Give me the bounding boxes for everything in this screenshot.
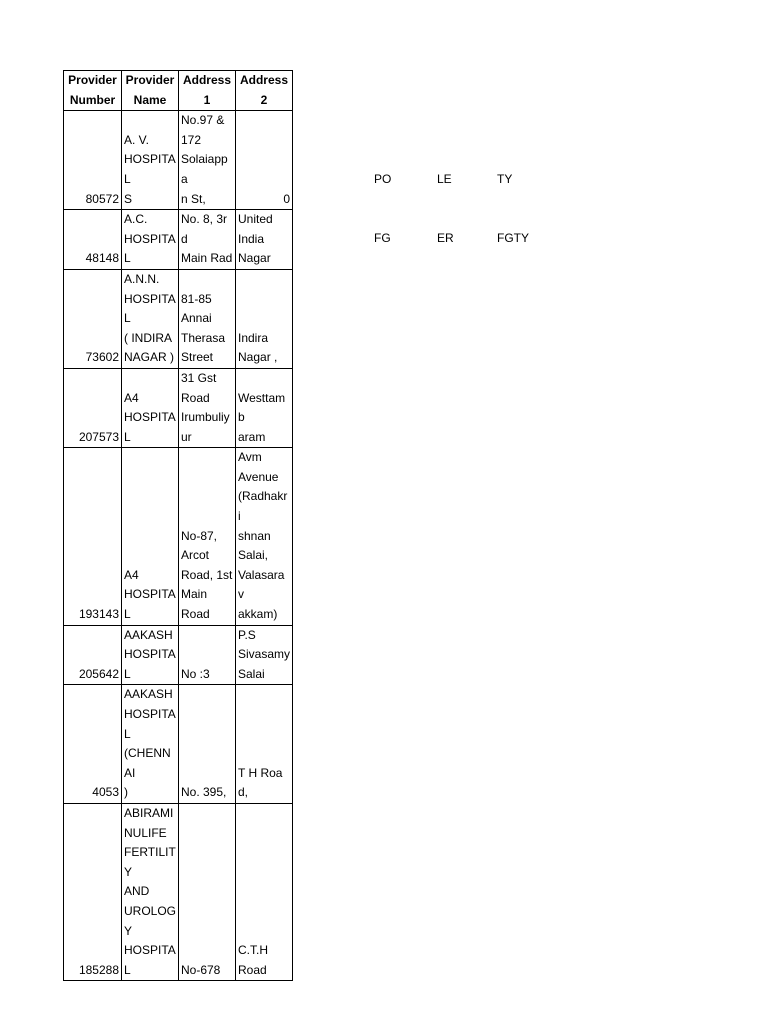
address1-cell[interactable]: 31 Gst Road Irumbuliy ur	[179, 368, 236, 447]
address1-cell[interactable]: No-678	[179, 803, 236, 980]
provider-name-cell[interactable]: A. V. HOSPITAL S	[122, 111, 179, 210]
address2-cell[interactable]: United India Nagar	[236, 210, 293, 270]
header-provider-name[interactable]: Provider Name	[122, 71, 179, 111]
address2-cell[interactable]: P.S Sivasamy Salai	[236, 625, 293, 685]
provider-number-cell[interactable]: 207573	[64, 368, 122, 447]
provider-number-cell[interactable]: 193143	[64, 448, 122, 625]
provider-number-cell[interactable]: 48148	[64, 210, 122, 270]
address1-cell[interactable]: No-87, Arcot Road, 1st Main Road	[179, 448, 236, 625]
address2-cell[interactable]: Indira Nagar ,	[236, 269, 293, 368]
table-row	[64, 111, 293, 210]
address1-cell[interactable]: No :3	[179, 625, 236, 685]
table-row	[64, 368, 293, 447]
address2-cell[interactable]: Avm Avenue (Radhakri shnan Salai, Valasarav akkam)	[236, 448, 293, 625]
header-row	[64, 71, 293, 111]
header-provider-number[interactable]: Provider Number	[64, 71, 122, 111]
provider-number-cell[interactable]: 80572	[64, 111, 122, 210]
provider-name-cell[interactable]: A4 HOSPITAL	[122, 368, 179, 447]
address1-cell[interactable]: No. 395,	[179, 685, 236, 804]
provider-number-cell[interactable]: 4053	[64, 685, 122, 804]
side-cell-fgty[interactable]: FGTY	[497, 231, 529, 245]
provider-table	[63, 70, 293, 981]
table-row	[64, 803, 293, 980]
provider-number-cell[interactable]: 73602	[64, 269, 122, 368]
provider-name-cell[interactable]: A.C. HOSPITAL	[122, 210, 179, 270]
table-row	[64, 448, 293, 625]
provider-number-cell[interactable]: 205642	[64, 625, 122, 685]
provider-number-cell[interactable]: 185288	[64, 803, 122, 980]
address1-cell[interactable]: No.97 & 172 Solaiappa n St,	[179, 111, 236, 210]
address2-cell[interactable]: Westtamb aram	[236, 368, 293, 447]
header-address-2[interactable]: Address 2	[236, 71, 293, 111]
provider-name-cell[interactable]: AAKASH HOSPITAL	[122, 625, 179, 685]
address1-cell[interactable]: No. 8, 3rd Main Rad	[179, 210, 236, 270]
side-cell-ty[interactable]: TY	[497, 172, 513, 186]
provider-name-cell[interactable]: A4 HOSPITAL	[122, 448, 179, 625]
table-row	[64, 685, 293, 804]
address1-cell[interactable]: 81-85 Annai Therasa Street	[179, 269, 236, 368]
table-row	[64, 625, 293, 685]
provider-name-cell[interactable]: A.N.N. HOSPITAL ( INDIRA NAGAR )	[122, 269, 179, 368]
address2-cell[interactable]: T H Road,	[236, 685, 293, 804]
side-cell-po[interactable]: PO	[374, 172, 392, 186]
side-cell-le[interactable]: LE	[437, 172, 452, 186]
side-cell-er[interactable]: ER	[437, 231, 454, 245]
table-row	[64, 210, 293, 270]
table-row	[64, 269, 293, 368]
header-address-1[interactable]: Address 1	[179, 71, 236, 111]
provider-name-cell[interactable]: ABIRAMI NULIFE FERTILITY AND UROLOGY HOSPITAL	[122, 803, 179, 980]
side-cell-fg[interactable]: FG	[374, 231, 391, 245]
address2-cell[interactable]: 0	[236, 111, 293, 210]
provider-name-cell[interactable]: AAKASH HOSPITAL (CHENNAI )	[122, 685, 179, 804]
address2-cell[interactable]: C.T.H Road	[236, 803, 293, 980]
